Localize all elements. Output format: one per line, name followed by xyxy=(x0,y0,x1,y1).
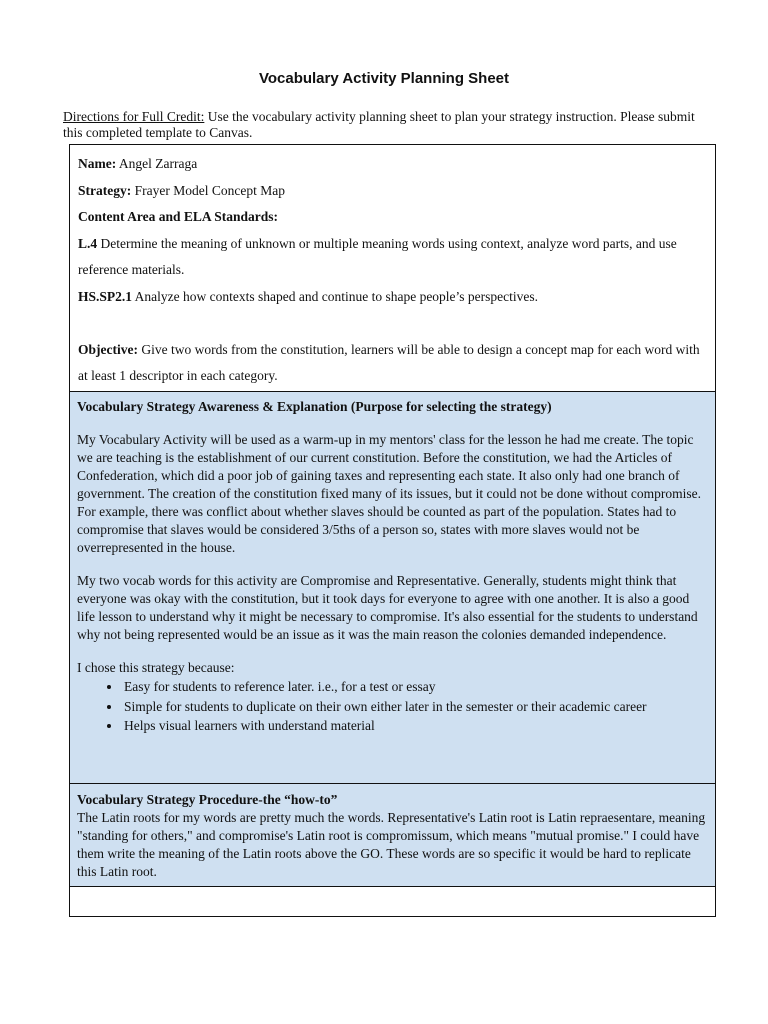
list-item: • Simple for students to duplicate on their own either later in the semester or their academic career xyxy=(122,697,707,717)
name-line xyxy=(78,151,707,178)
strategy-value: Frayer Model Concept Map xyxy=(131,182,285,198)
standard-hssp21 xyxy=(78,284,707,311)
standard-text: Determine the meaning of unknown or multiple meaning words using context, analyze word parts, and use reference materials. xyxy=(78,235,677,277)
list-item: • Easy for students to reference later. i.e., for a test or essay xyxy=(122,677,707,697)
list-item: • Helps visual learners with understand material xyxy=(122,716,707,736)
awareness-heading: Vocabulary Strategy Awareness & Explanation (Purpose for selecting the strategy) xyxy=(77,399,552,414)
reasons-intro: I chose this strategy because: xyxy=(77,660,235,675)
directions-label: Directions for Full Credit: xyxy=(63,109,205,124)
strategy-line xyxy=(78,178,707,205)
standards-heading: Content Area and ELA Standards: xyxy=(78,209,279,224)
name-value: Angel Zarraga xyxy=(116,156,198,171)
document-title: Vocabulary Activity Planning Sheet xyxy=(258,70,510,87)
directions xyxy=(63,109,703,141)
objective-text: Give two words from the constitution, learners will be able to design a concept map for each word with at least 1 descriptor in each category. xyxy=(78,341,700,383)
procedure-section xyxy=(70,783,715,886)
procedure-heading: Vocabulary Strategy Procedure-the “how-to” xyxy=(77,792,338,807)
standard-l4 xyxy=(78,231,707,284)
awareness-paragraph: My two vocab words for this activity are Compromise and Representative. Generally, students might think that everyone was okay with the constitution, but it took days for everyone to agree with one another. It is also a good life lesson to understand why it might be necessary to compromise. It's also essential for the students to understand why not being represented would be an issue as it was the main reason the colonies demanded independence. xyxy=(77,573,698,642)
objective-line xyxy=(78,337,707,390)
procedure-text: The Latin roots for my words are pretty much the words. Representative's Latin root is Latin repraesentare, meaning "standing for others," and compromise's Latin root is compromissum, which means "mutual promise." I could have them write the meaning of the Latin roots above the GO. These words are so specific it would be hard to replicate this Latin root. xyxy=(77,810,706,879)
objective-label: Objective: xyxy=(78,341,138,357)
directions-text: Use the vocabulary activity planning sheet to plan your strategy instruction. Please submit this completed template to Canvas. xyxy=(63,109,695,140)
standard-code: L.4 xyxy=(78,235,98,251)
name-label: Name: xyxy=(78,156,117,171)
standard-code: HS.SP2.1 xyxy=(78,288,133,304)
info-section xyxy=(70,145,715,391)
awareness-section xyxy=(70,391,715,783)
empty-row xyxy=(70,886,715,916)
blank-line xyxy=(78,310,707,337)
standard-text: Analyze how contexts shaped and continue to shape people’s perspectives. xyxy=(132,288,539,304)
strategy-label: Strategy: xyxy=(78,182,132,198)
reasons-list xyxy=(77,677,707,736)
planning-table xyxy=(69,144,716,917)
awareness-paragraph: My Vocabulary Activity will be used as a warm-up in my mentors' class for the lesson he had me create. The topic we are teaching is the establishment of our current constitution. Before the constitution, we had the Articles of Confederation, which did a poor job of gaining taxes and representing each state. It also only had one branch of government. The creation of the constitution fixed many of its issues, but it could not be done without compromise. For example, there was conflict about whether slaves should be counted as part of the population. States had to compromise that slaves would be considered 3/5ths of a person so, states with more slaves would not be overrepresented in the house. xyxy=(77,432,702,555)
